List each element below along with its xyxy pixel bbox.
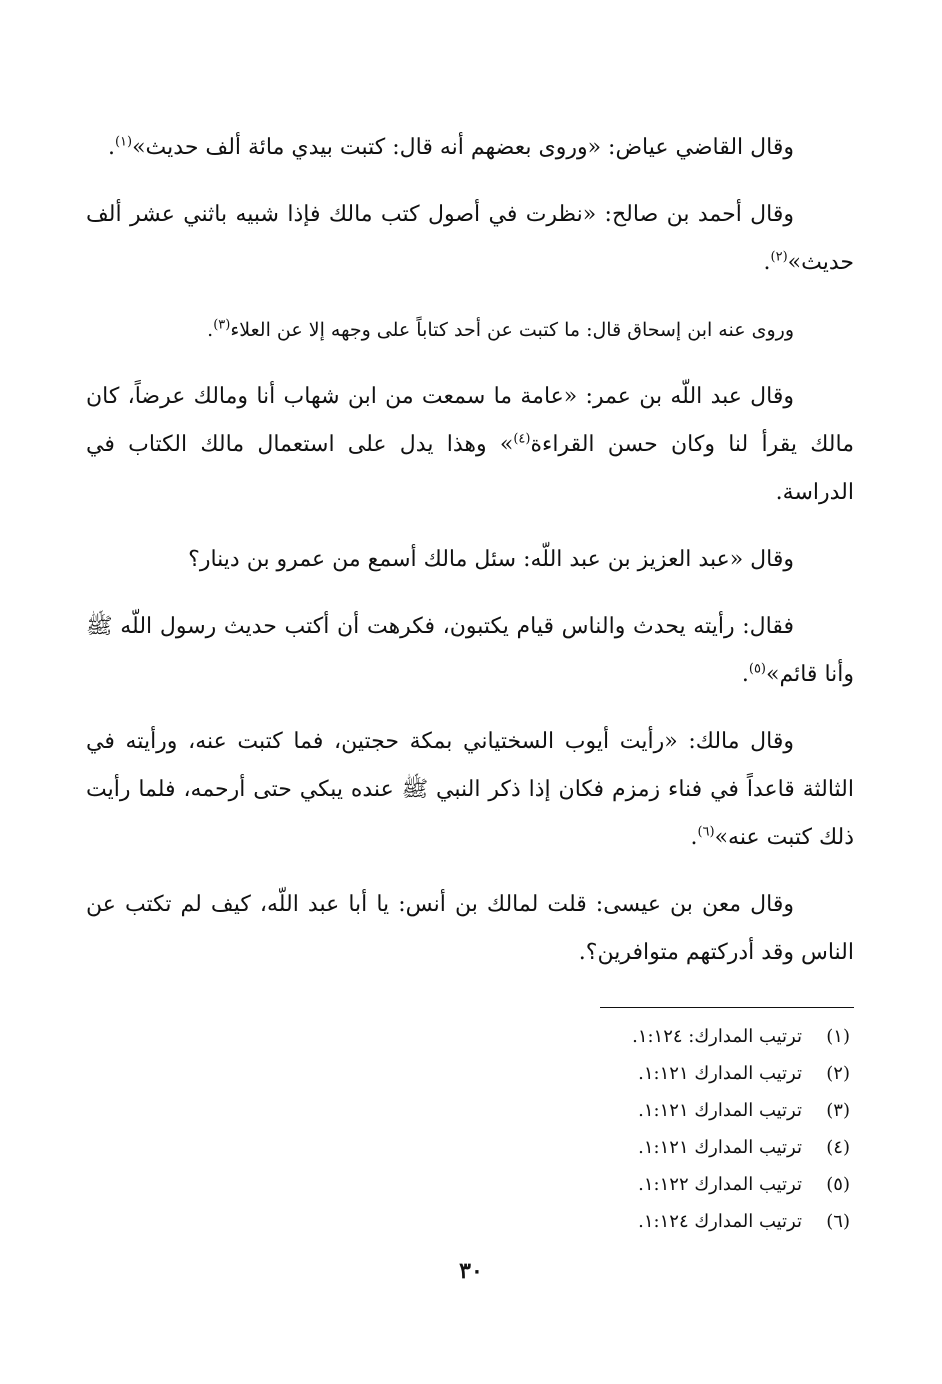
footnote-ref-1[interactable]: (١) bbox=[114, 134, 133, 150]
paragraph-7 bbox=[86, 718, 854, 862]
paragraph-tail: . bbox=[690, 825, 698, 850]
paragraph-text: وقال القاضي عياض: «وروى بعضهم أنه قال: كتبت بيدي مائة ألف حديث» bbox=[132, 135, 794, 160]
page-number: ٣٠ bbox=[459, 1258, 483, 1284]
paragraph-6 bbox=[86, 603, 854, 699]
footnotes-list bbox=[430, 1018, 850, 1240]
footnote-text: ترتيب المدارك: ١:١٢٤. bbox=[632, 1026, 802, 1047]
paragraph-tail: . bbox=[763, 250, 771, 275]
footnote-text: ترتيب المدارك ١:١٢١. bbox=[638, 1100, 802, 1121]
paragraph-4 bbox=[86, 373, 854, 517]
footnote-separator bbox=[600, 1007, 854, 1008]
footnote-ref-2[interactable]: (٢) bbox=[770, 249, 788, 265]
paragraph-text: وقال «عبد العزيز بن عبد اللّه: سئل مالك أسمع من عمرو بن دينار؟ bbox=[188, 547, 794, 572]
paragraph-tail: . bbox=[207, 319, 214, 341]
paragraph-text: وقال أحمد بن صالح: «نظرت في أصول كتب مالك فإذا شبيه باثني عشر ألف حديث» bbox=[86, 202, 854, 275]
paragraph-2 bbox=[86, 191, 854, 287]
paragraph-tail: » وهذا يدل على استعمال مالك الكتاب في الدراسة. bbox=[86, 432, 854, 505]
footnote-item bbox=[430, 1018, 850, 1055]
footnote-number: (٣) bbox=[826, 1100, 850, 1121]
footnote-text: ترتيب المدارك ١:١٢٤. bbox=[638, 1211, 802, 1232]
footnote-text: ترتيب المدارك ١:١٢٢. bbox=[638, 1174, 802, 1195]
paragraph-5 bbox=[86, 536, 854, 584]
footnote-item bbox=[430, 1166, 850, 1203]
footnote-ref-4[interactable]: (٤) bbox=[513, 431, 531, 447]
footnote-number: (١) bbox=[826, 1026, 850, 1047]
paragraph-text: وقال مالك: «رأيت أيوب السختياني بمكة حجتين، فما كتبت عنه، ورأيته في الثالثة قاعداً في فناء زمزم فكان إذا ذكر النبي ﷺ عنده يبكي حتى أرحمه، فلما رأيت ذلك كتبت عنه» bbox=[86, 729, 854, 850]
paragraph-text: وقال معن بن عيسى: قلت لمالك بن أنس: يا أبا عبد اللّه، كيف لم تكتب عن الناس وقد أدركتهم متوافرين؟. bbox=[86, 892, 854, 965]
footnote-ref-3[interactable]: (٣) bbox=[213, 317, 231, 333]
paragraph-tail: . bbox=[107, 135, 115, 160]
footnote-text: ترتيب المدارك ١:١٢١. bbox=[638, 1063, 802, 1084]
footnote-number: (٦) bbox=[826, 1211, 850, 1232]
footnote-number: (٤) bbox=[826, 1137, 850, 1158]
paragraph-3 bbox=[86, 306, 854, 354]
main-text bbox=[86, 124, 854, 996]
footnote-number: (٢) bbox=[826, 1063, 850, 1084]
footnote-item bbox=[430, 1055, 850, 1092]
paragraph-tail: . bbox=[741, 662, 749, 687]
footnote-item bbox=[430, 1129, 850, 1166]
footnote-ref-5[interactable]: (٥) bbox=[748, 661, 766, 677]
paragraph-text: فقال: رأيته يحدث والناس قيام يكتبون، فكرهت أن أكتب حديث رسول اللّه ﷺ وأنا قائم» bbox=[86, 614, 854, 687]
footnote-item bbox=[430, 1092, 850, 1129]
paragraph-8 bbox=[86, 881, 854, 977]
paragraph-1 bbox=[86, 124, 854, 172]
paragraph-text: وقال عبد اللّه بن عمر: «عامة ما سمعت من ابن شهاب أنا ومالك عرضاً، كان مالك يقرأ لنا وكان حسن القراءة bbox=[86, 384, 854, 457]
footnote-number: (٥) bbox=[826, 1174, 850, 1195]
footnote-ref-6[interactable]: (٦) bbox=[697, 824, 715, 840]
paragraph-text: وروى عنه ابن إسحاق قال: ما كتبت عن أحد كتاباً على وجهه إلا عن العلاء bbox=[230, 319, 794, 341]
footnote-item bbox=[430, 1203, 850, 1240]
footnote-text: ترتيب المدارك ١:١٢١. bbox=[638, 1137, 802, 1158]
